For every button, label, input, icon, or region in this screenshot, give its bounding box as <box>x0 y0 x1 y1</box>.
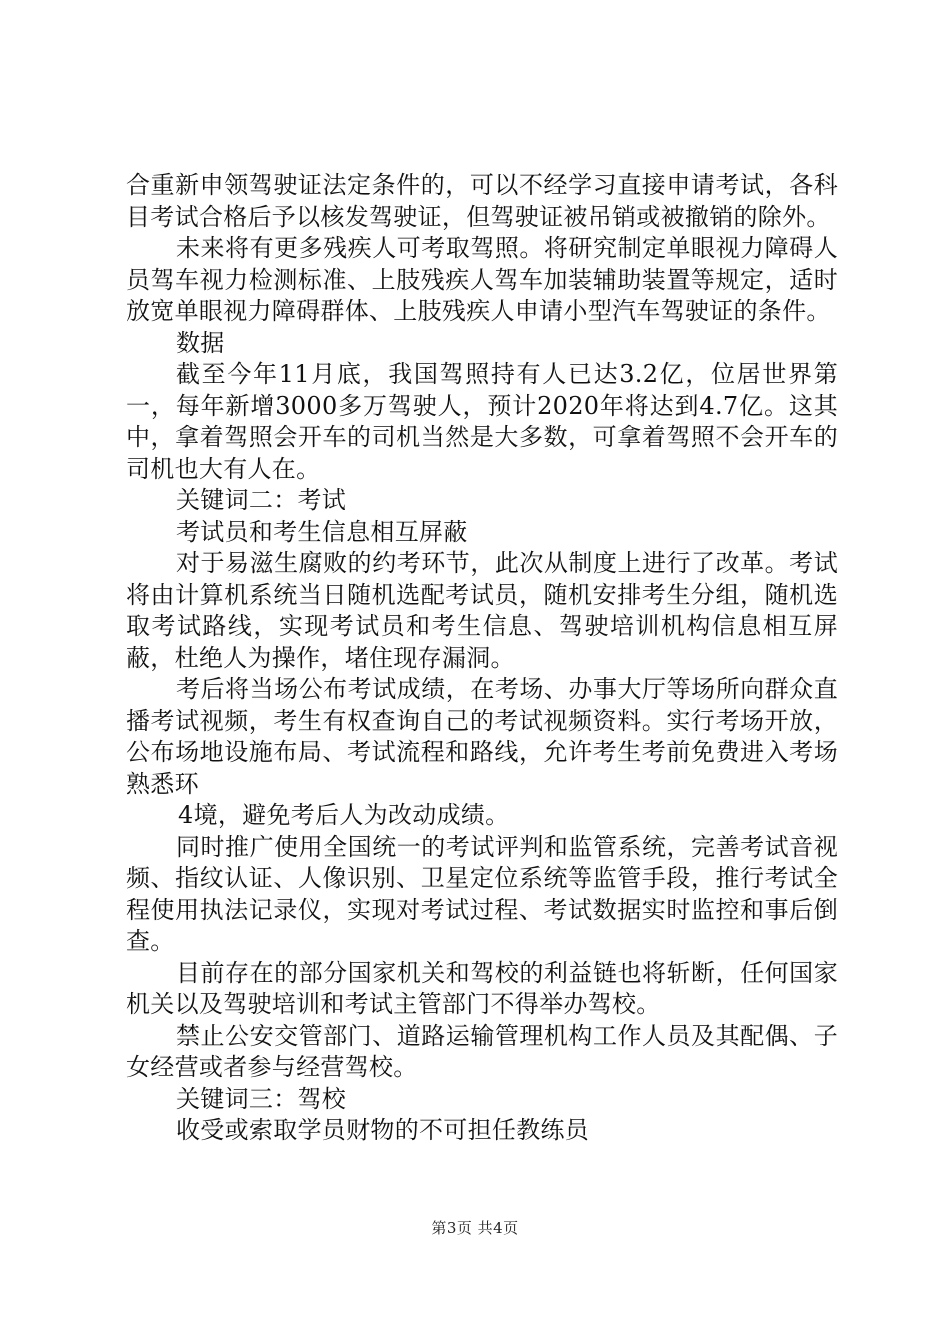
paragraph-continuation: 4境，避免考后人为改动成绩。 <box>178 801 510 829</box>
paragraph: 对于易滋生腐败的约考环节，此次从制度上进行了改革。考试将由计算机系统当日随机选配考试员，随机安排考生分组，随机选取考试路线，实现考试员和考生信息、驾驶培训机构信息相互屏蔽，杜绝人为操作，堵住现存漏洞。 <box>126 549 838 672</box>
page-number-footer: 第3页 共4页 <box>431 1219 519 1237</box>
paragraph: 截至今年11月底，我国驾照持有人已达3.2亿，位居世界第一，每年新增3000多万驾驶人，预计2020年将达到4.7亿。这其中，拿着驾照会开车的司机当然是大多数，可拿着驾照不会开车的司机也大有人在。 <box>126 360 838 483</box>
paragraph: 禁止公安交管部门、道路运输管理机构工作人员及其配偶、子女经营或者参与经营驾校。 <box>126 1021 838 1081</box>
subheading: 考试员和考生信息相互屏蔽 <box>176 517 468 546</box>
paragraph: 未来将有更多残疾人可考取驾照。将研究制定单眼视力障碍人员驾车视力检测标准、上肢残疾人驾车加装辅助装置等规定，适时放宽单眼视力障碍群体、上肢残疾人申请小型汽车驾驶证的条件。 <box>126 234 838 325</box>
paragraph: 同时推广使用全国统一的考试评判和监管系统，完善考试音视频、指纹认证、人像识别、卫星定位系统等监管手段，推行考试全程使用执法记录仪，实现对考试过程、考试数据实时监控和事后倒查。 <box>126 832 838 955</box>
section-heading: 关键词三：驾校 <box>176 1084 347 1113</box>
paragraph: 考后将当场公布考试成绩，在考场、办事大厅等场所向群众直播考试视频，考生有权查询自己的考试视频资料。实行考场开放，公布场地设施布局、考试流程和路线，允许考生考前免费进入考场熟悉环 <box>126 675 838 798</box>
paragraph: 目前存在的部分国家机关和驾校的利益链也将斩断，任何国家机关以及驾驶培训和考试主管部门不得举办驾校。 <box>126 958 838 1018</box>
document-body <box>126 170 838 1147</box>
section-label: 数据 <box>176 328 225 357</box>
paragraph: 合重新申领驾驶证法定条件的，可以不经学习直接申请考试，各科目考试合格后予以核发驾驶证，但驾驶证被吊销或被撤销的除外。 <box>126 171 838 231</box>
subheading: 收受或索取学员财物的不可担任教练员 <box>176 1116 590 1144</box>
section-heading: 关键词二：考试 <box>176 486 347 514</box>
